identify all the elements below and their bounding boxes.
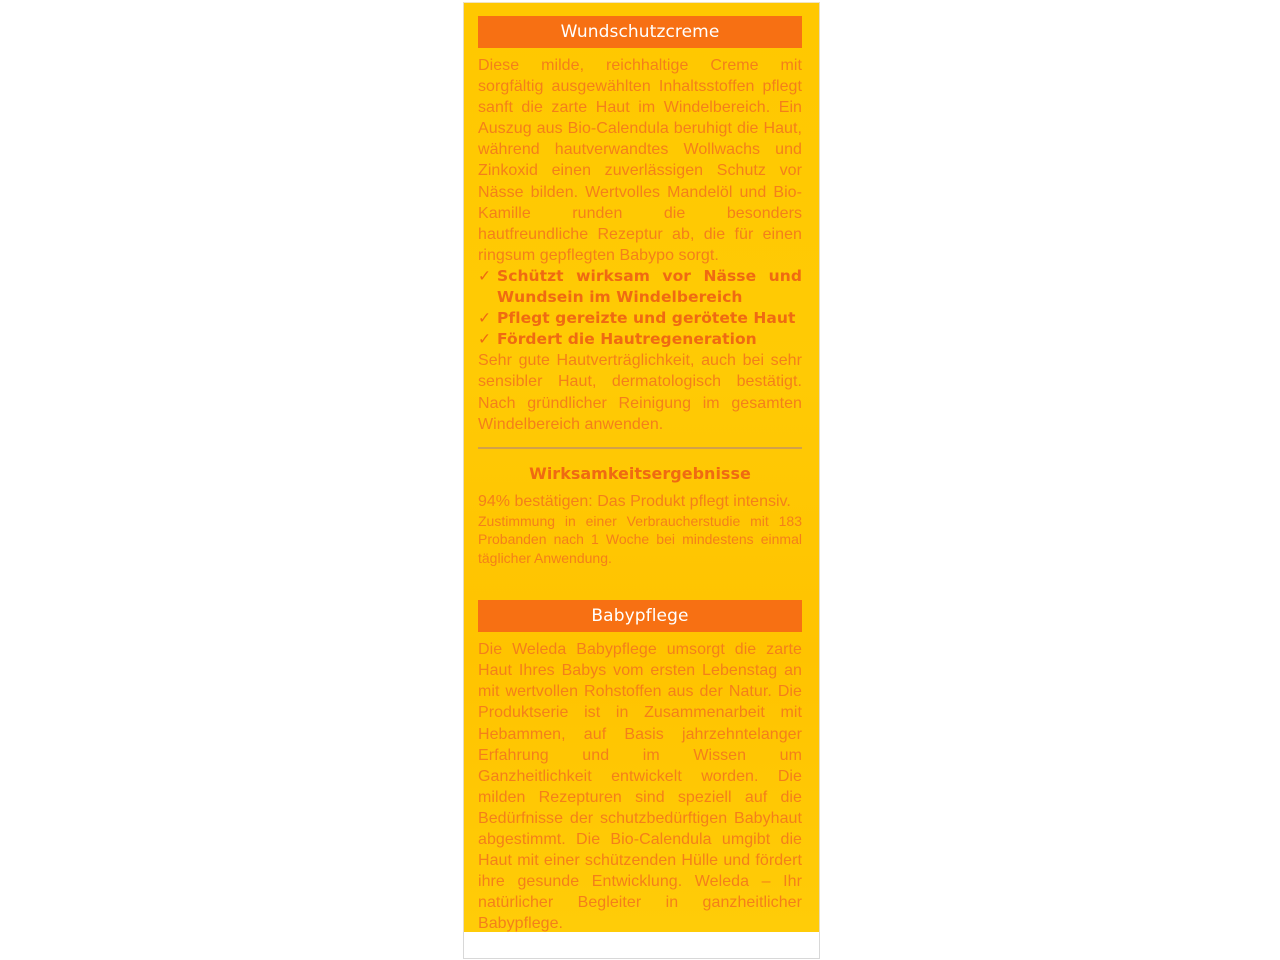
checkmark-icon: ✓ [478, 266, 492, 285]
benefit-label: Pflegt gereizte und gerötete Haut [497, 309, 796, 328]
section-divider [478, 447, 802, 449]
babypflege-paragraph: Die Weleda Babypflege umsorgt die zarte Haut Ihres Babys vom ersten Lebenstag an mit wertvollen Rohstoffen aus der Natur. Die Produktserie ist in Zusammenarbeit mit Hebammen, auf Basis jahrzehntelanger Erfahrung und im Wissen um Ganzheitlichkeit entwickelt worden. Die milden Rezepturen sind speziell auf die Bedürfnisse der schutzbedürftigen Babyhaut abgestimmt. Die Bio-Calendula umgibt die Haut mit einer schützenden Hülle und fördert ihre gesunde Entwicklung. Weleda – Ihr natürlicher Begleiter in ganzheitlicher Babypflege. [478, 641, 802, 933]
package-bottom-edge [463, 932, 820, 959]
results-lead: 94% bestätigen: Das Produkt pflegt intensiv. [478, 492, 791, 510]
panel-content [478, 16, 802, 935]
section-title-babypflege: Babypflege [478, 600, 802, 632]
benefit-label: Fördert die Hautregeneration [497, 330, 757, 349]
benefit-label: Schützt wirksam vor Nässe und Wundsein im Windelbereich [497, 266, 802, 307]
benefit-item [478, 266, 802, 308]
product-description [478, 55, 802, 435]
checkmark-icon: ✓ [478, 330, 492, 349]
section-title-wundschutzcreme: Wundschutzcreme [478, 16, 802, 48]
benefit-item [478, 329, 802, 350]
intro-paragraph: Diese milde, reichhaltige Creme mit sorgfältig ausgewählten Inhaltsstoffen pflegt sanft die zarte Haut im Windelbereich. Ein Auszug aus Bio-Calendula beruhigt die Haut, während hautverwandtes Wollwachs und Zinkoxid einen zuverlässigen Schutz vor Nässe bilden. Wertvolles Mandelöl und Bio-Kamille runden die besonders hautfreundliche Rezeptur ab, die für einen ringsum gepflegten Babypo sorgt. [478, 57, 802, 264]
results-heading: Wirksamkeitsergebnisse [529, 463, 751, 483]
results-detail: Zustimmung in einer Verbraucherstudie mit 183 Probanden nach 1 Woche bei mindestens einmal täglicher Anwendung. [478, 512, 802, 566]
usage-paragraph: Sehr gute Hautverträglichkeit, auch bei sehr sensibler Haut, dermatologisch bestätigt. Nach gründlicher Reinigung im gesamten Windelbereich anwenden. [478, 352, 802, 433]
benefit-list [478, 266, 802, 350]
checkmark-icon: ✓ [478, 309, 492, 328]
benefit-item [478, 308, 802, 329]
